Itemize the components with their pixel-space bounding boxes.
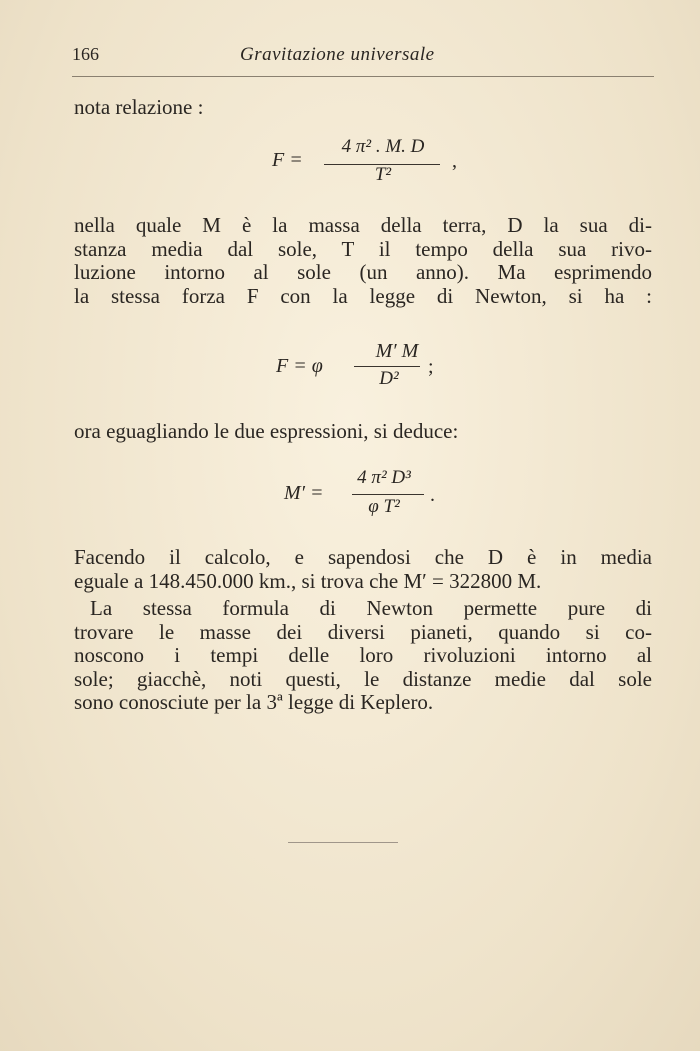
paragraph-intro (74, 96, 652, 120)
text-line: noscono i tempi delle loro rivoluzioni intorno al (74, 643, 652, 667)
paragraph-planets (74, 597, 652, 715)
equation-denominator: T² (374, 164, 392, 185)
equation-trail: ; (428, 356, 434, 378)
text-line: luzione intorno al sole (un anno). Ma esprimendo (74, 260, 652, 284)
text-line: la stessa forza F con la legge di Newton, si ha : (74, 283, 652, 308)
equation-trail: . (430, 484, 435, 506)
text-line: La stessa formula di Newton permette pure di (90, 596, 652, 620)
section-divider (288, 842, 398, 843)
equation-denominator: D² (379, 368, 399, 389)
text-line: nella quale M è la massa della terra, D la sua di- (74, 213, 652, 237)
page-header (72, 40, 652, 70)
equation-denominator: φ T² (368, 496, 400, 517)
equation-trail: , (452, 150, 457, 172)
fraction-bar (352, 494, 424, 495)
equation-lhs: M′ = (284, 482, 324, 504)
equation-lhs: F = φ (276, 355, 323, 377)
text-line: sono conosciute per la 3ª legge di Keplero. (74, 690, 434, 714)
equation-numerator: 4 π² D³ (357, 467, 411, 488)
equation-lhs: F = (272, 149, 303, 171)
running-title: Gravitazione universale (240, 44, 435, 65)
text-line: ora eguagliando le due espressioni, si deduce: (74, 419, 459, 443)
paragraph-definitions (74, 214, 652, 308)
page-number: 166 (72, 44, 99, 64)
text-line: stanza media dal sole, T il tempo della sua rivo- (74, 236, 652, 261)
paragraph-calculation (74, 546, 652, 593)
text-line: eguale a 148.450.000 km., si trova che M′ = 322800 M. (74, 568, 542, 593)
text-line: trovare le masse dei diversi pianeti, quando si co- (74, 619, 652, 644)
header-rule (72, 76, 654, 77)
equation-numerator: M′ M (375, 340, 419, 362)
equation-numerator: 4 π² . M. D (341, 136, 425, 157)
text-line: sole; giacchè, noti questi, le distanze medie dal sole (74, 666, 652, 691)
text-line: nota relazione : (74, 95, 204, 119)
text-line: Facendo il calcolo, e sapendosi che D è in media (74, 545, 652, 569)
paragraph-deduction (74, 420, 652, 444)
fraction-bar (354, 366, 420, 367)
